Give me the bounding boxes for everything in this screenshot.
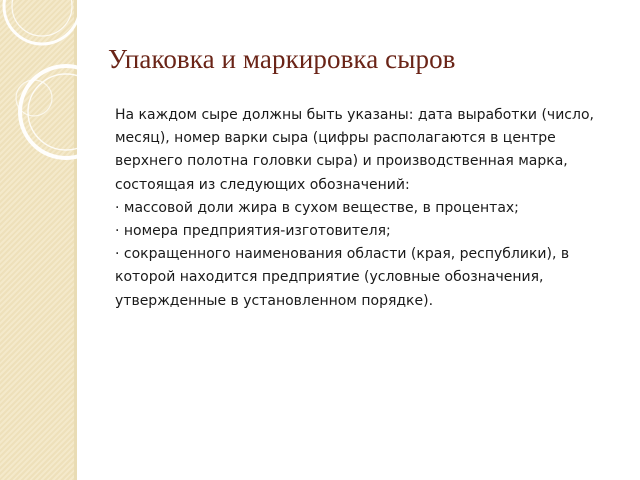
paragraph-line: На каждом сыре должны быть указаны: дата выработки (число, [115, 107, 594, 123]
bullet-line: утвержденные в установленном порядке). [115, 292, 434, 309]
paragraph-line: месяц), номер варки сыра (цифры располагаются в центре [115, 130, 556, 147]
decorative-ring-top [4, 0, 80, 44]
paragraph-line: состоящая из следующих обозначений: [115, 176, 410, 193]
bullet-line: которой находится предприятие (условные обозначения, [115, 269, 544, 286]
paragraph-line: верхнего полотна головки сыра) и производственная марка, [115, 153, 568, 170]
bullet-line: · сокращенного наименования области (края, республики), в [115, 246, 570, 263]
bullet-line: · массовой доли жира в сухом веществе, в процентах; [115, 199, 519, 216]
slide-body [115, 104, 615, 313]
bullet-line: · номера предприятия-изготовителя; [115, 223, 391, 240]
slide-title: Упаковка и маркировка сыров [108, 44, 456, 74]
decorative-ring-top-inner [12, 0, 72, 36]
decorative-ring-middle-inner [28, 74, 104, 150]
decorative-circles [0, 0, 120, 200]
